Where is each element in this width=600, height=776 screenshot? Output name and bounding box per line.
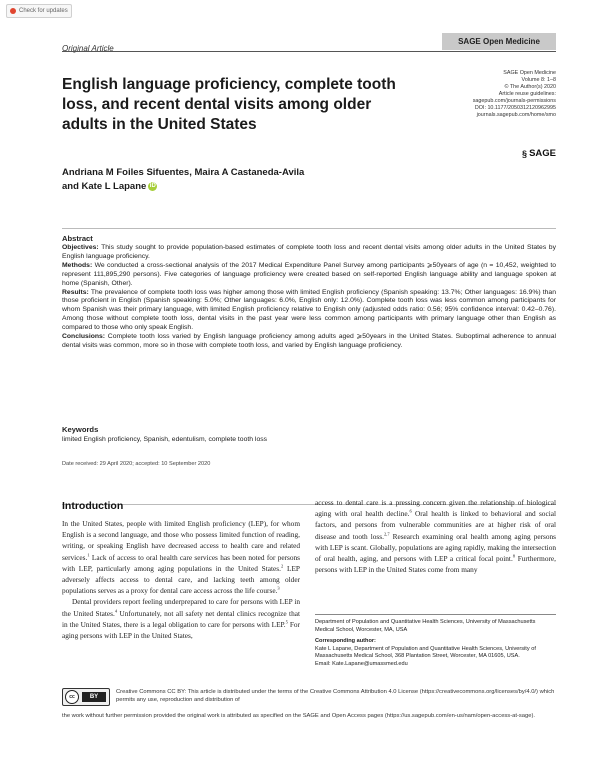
journal-meta: [436, 70, 556, 119]
department: Department of Population and Quantitative Health Sciences, University of Massachusetts Medical School, Worcester, MA, USA: [315, 619, 536, 633]
badge-label: Check for updates: [19, 8, 68, 14]
keywords-heading: Keywords: [62, 425, 99, 434]
update-icon: [10, 8, 16, 14]
sage-mark-icon: §: [522, 148, 528, 159]
author-line: Andriana M Foiles Sifuentes, Maira A Castaneda-Avila: [62, 167, 305, 178]
intro-paragraph-1: In the United States, people with limited English proficiency (LEP), for whom English is a second language, and those who possess limited function of reading, writing, or speaking English have decreased access to health care and related services.$^1$ Lack of access to oral health care services has been noted for persons with LEP, particularly among aging populations in the United States.$^2$ LEP adversely affects access to dental care, and lacking teeth among older populations serves as a proxy for dental care access across the life course.$^3$: [62, 519, 300, 596]
corresponding-email[interactable]: Email: Kate.Lapane@umassmed.edu: [315, 660, 408, 667]
article-dates: Date received: 29 April 2020; accepted: 10 September 2020: [62, 461, 211, 467]
article-title: English language proficiency, complete tooth loss, and recent dental visits among older adults in the United States: [62, 76, 396, 133]
cc-icon: cc: [65, 690, 79, 704]
meta-line[interactable]: DOI: 10.1177/2050312120962995: [474, 105, 556, 111]
sage-logo: [522, 148, 556, 159]
journal-tag: SAGE Open Medicine: [442, 33, 556, 50]
intro-heading: Introduction: [62, 500, 124, 512]
abstract-objectives: Objectives: This study sought to provide population-based estimates of complete tooth loss and recent dental visits among older adults in the United States by English language proficiency.: [62, 244, 556, 260]
cc-by-label: BY: [82, 692, 106, 702]
meta-line: © The Author(s) 2020: [504, 84, 556, 90]
license-text: Creative Commons CC BY: This article is distributed under the terms of the Creative Commons Attribution 4.0 License (https://creativecommons.org/licenses/by/4.0/) which permits any use, reproduction and distribution of: [116, 689, 555, 703]
affiliation-block: [315, 614, 556, 669]
header-divider: [62, 51, 556, 52]
meta-line[interactable]: sagepub.com/journals-permissions: [472, 98, 556, 104]
meta-line: Article reuse guidelines:: [498, 91, 556, 97]
meta-line[interactable]: journals.sagepub.com/home/smo: [476, 112, 556, 118]
body-column-left: [62, 497, 300, 641]
abstract-results: Results: The prevalence of complete tooth loss was higher among those with limited English proficiency (Spanish speaking: 13.7%; Other languages: 16.9%) than those proficient in English (Spanish speaking: 5.0%; Other languages: 6.0%, English only: 12.0%). Complete tooth loss was less common among participants for whom Spanish was their primary language, with limited English proficiency relative to English only (adjusted odds ratio: 0.56; 95% confidence interval: 0.42–0.76). Among those without complete tooth loss, dental visits in the past year were less common among participants with primary language other than English as compared to those who only speak English.: [62, 288, 556, 332]
meta-line: SAGE Open Medicine: [503, 70, 556, 76]
license-text-2: the work without further permission provided the original work is attributed as specified on the SAGE and Open Access pages (https://us.sagepub.com/en-us/nam/open-access-at-sage).: [62, 713, 536, 719]
sage-logo-text: SAGE: [529, 148, 556, 159]
body-column-right: [315, 497, 556, 575]
check-for-updates-badge[interactable]: [6, 4, 72, 18]
abstract-methods: Methods: We conducted a cross-sectional analysis of the 2017 Medical Expenditure Panel Survey among participants ⩾50years of age (n = 10,452, weighted to represent 111,895,290 persons). Five categories of language proficiency were created based on self-reported English language ability and language spoken at home (Spanish, Other).: [62, 261, 556, 287]
author-line-2: and Kate L Lapane iD: [62, 181, 156, 192]
keywords-list: limited English proficiency, Spanish, edentulism, complete tooth loss: [62, 436, 268, 443]
abstract-body: [62, 244, 556, 351]
corresponding-author: Kate L Lapane, Department of Population and Quantitative Health Sciences, University of Massachusetts Medical School, 368 Plantation Street, Worcester, MA 01605, USA.: [315, 645, 536, 660]
corresponding-author-heading: Corresponding author:: [315, 638, 376, 645]
article-type: Original Article: [62, 44, 114, 53]
abstract-heading: Abstract: [62, 234, 93, 243]
orcid-icon[interactable]: iD: [149, 182, 156, 189]
cc-by-badge[interactable]: [62, 688, 110, 706]
meta-line: Volume 8: 1–8: [521, 77, 556, 83]
intro-paragraph-2: Dental providers report feeling underprepared to care for persons with LEP in the United States.$^4$ Unfortunately, not all safety net dental clinics recognize that in the United States, there is a legal obligation to care for persons with LEP.$^5$ For aging persons with LEP in the United States,: [62, 597, 300, 641]
intro-paragraph-3: access to dental care is a pressing concern given the relationship of biological aging with oral health decline.$^6$ Oral health is linked to behavioral and social factors, and persons from vulnerable communities are at higher risk of oral disease and tooth loss.$^{2,7}$ Research examining oral health among aging persons with LEP is scant. Globally, populations are aging rapidly, making the intersection of oral health, aging, and persons with LEP a critical focal point.$^8$ Furthermore, persons with LEP in the United States come from many: [315, 498, 556, 575]
author-list: [62, 166, 462, 194]
abstract-section: [62, 228, 556, 505]
abstract-conclusions: Conclusions: Complete tooth loss varied by English language proficiency among adults aged ⩾50years in the United States. Suboptimal adherence to annual dental visits was common, more so in those with complete tooth loss, and varied by English language proficiency.: [62, 333, 556, 349]
